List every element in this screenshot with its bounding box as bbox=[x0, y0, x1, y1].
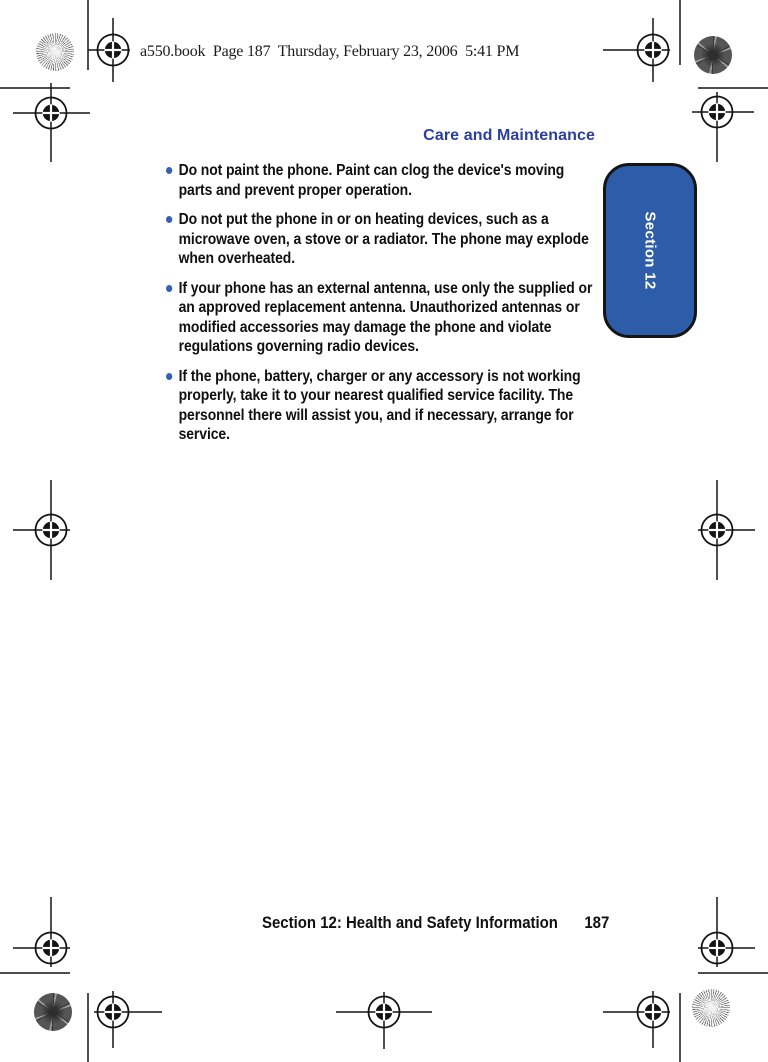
section-heading: Care and Maintenance bbox=[423, 127, 595, 144]
bullet-text: If your phone has an external antenna, use only the supplied or an approved replacement antenna. Unauthorized antennas or modified accessories may damage the phone and violate regulations governing radio devices. bbox=[178, 279, 593, 355]
bullet-text: Do not paint the phone. Paint can clog the device's moving parts and prevent proper operation. bbox=[178, 162, 565, 199]
footer-page-number: 187 bbox=[584, 913, 610, 932]
bullet-list bbox=[166, 161, 598, 455]
bullet-icon bbox=[166, 216, 172, 223]
list-item bbox=[166, 279, 598, 357]
bullet-text: Do not put the phone in or on heating devices, such as a microwave oven, a stove or a radiator. The phone may explode when overheated. bbox=[178, 211, 589, 267]
bullet-icon bbox=[166, 167, 172, 174]
section-side-tab bbox=[603, 163, 697, 338]
bullet-icon bbox=[166, 373, 172, 380]
starburst-icon bbox=[36, 33, 74, 71]
starburst-icon bbox=[692, 989, 730, 1027]
list-item bbox=[166, 210, 598, 269]
proof-header-line: a550.book Page 187 Thursday, February 23, 2006 5:41 PM bbox=[140, 43, 520, 60]
footer-section-title: Section 12: Health and Safety Information bbox=[262, 913, 558, 932]
section-side-tab-label: Section 12 bbox=[641, 211, 659, 290]
starburst-icon bbox=[694, 36, 732, 74]
list-item bbox=[166, 161, 598, 200]
page-footer bbox=[262, 913, 609, 933]
starburst-icon bbox=[34, 993, 72, 1031]
list-item bbox=[166, 367, 598, 445]
bullet-text: If the phone, battery, charger or any accessory is not working properly, take it to your nearest qualified service facility. The personnel there will assist you, and if necessary, arrange for service. bbox=[178, 367, 581, 443]
bullet-icon bbox=[166, 285, 172, 292]
